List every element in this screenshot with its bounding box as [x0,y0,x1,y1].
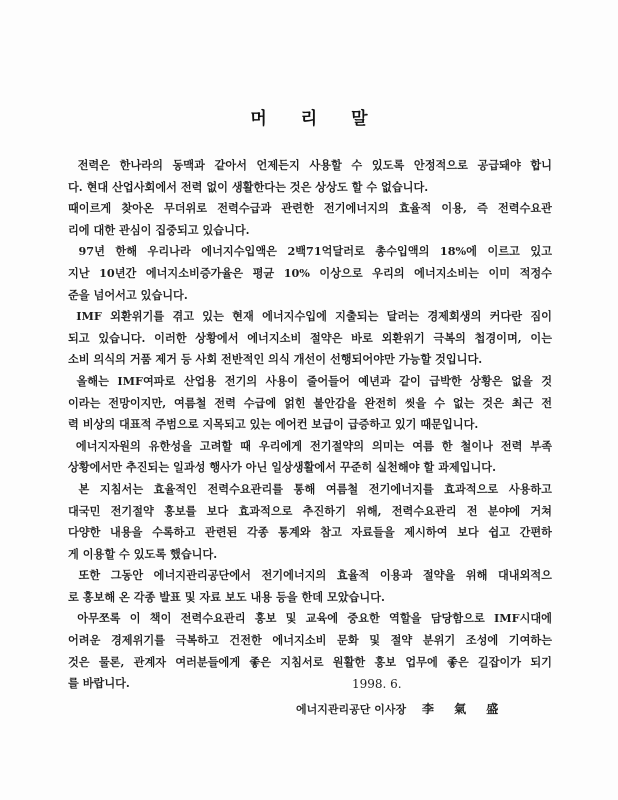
page-title [0,104,618,129]
text-line: 지난 10년간 에너지소비증가율은 평균 10% 이상으로 우리의 에너지소비는 이미 적정수 [68,265,552,280]
text-line: 리에 대한 관심이 집중되고 있습니다. [68,222,250,237]
preface-body [68,155,552,695]
text-line: 또한 그동안 에너지관리공단에서 전기에너지의 효율적 이용과 절약을 위해 대내외적으 [68,568,552,583]
text-line: 이라는 전망이지만, 여름철 전력 수급에 얽힌 불안감을 완전히 씻을 수 없는 것은 최근 전 [68,395,552,410]
text-line: 소비 의식의 거품 제거 등 사회 전반적인 의식 개선이 선행되어야만 가능할 것입니다. [68,352,483,367]
text-line: 올해는 IMF여파로 산업용 전기의 사용이 줄어들어 예년과 같이 급박한 상황은 없을 것 [68,373,552,388]
text-line: 97년 한해 우리나라 에너지수입액은 2백71억달러로 총수입액의 18%에 이르고 있고 [68,244,552,259]
text-line: 아무쪼록 이 책이 전력수요관리 홍보 및 교육에 중요한 역할을 담당함으로 IMF시대에 [68,611,552,626]
text-line: 때이르게 찾아온 무더위로 전력수급과 관련한 전기에너지의 효율적 이용, 즉 전력수요관 [68,201,552,216]
text-line: 력 비상의 대표적 주범으로 지목되고 있는 에어컨 보급이 급증하고 있기 때문입니다. [68,417,479,432]
text-line: 준을 넘어서고 있습니다. [68,287,188,302]
text-line: 전력은 한나라의 동맥과 같아서 언제든지 사용할 수 있도록 안정적으로 공급돼야 합니 [68,158,552,172]
text-line: 것은 물론, 관계자 여러분들에게 좋은 지침서로 원활한 홍보 업무에 좋은 길잡이가 되기 [68,654,552,669]
text-line: 로 홍보해 온 각종 발표 및 자료 보도 내용 등을 한데 모았습니다. [68,589,385,604]
text-line: 다양한 내용을 수록하고 관련된 각종 통계와 참고 자료들을 제시하여 보다 쉽고 간편하 [68,525,552,540]
signature-name: 李 氣 盛 [421,702,507,716]
title-char: 리 [300,109,318,129]
text-line: 어려운 경제위기를 극복하고 건전한 에너지소비 문화 및 절약 분위기 조성에 기여하는 [68,633,552,648]
signature-org-title: 에너지관리공단 이사장 [296,703,407,716]
text-line: 게 이용할 수 있도록 했습니다. [68,546,218,561]
text-line: 에너지자원의 유한성을 고려할 때 우리에게 전기절약의 의미는 여름 한 철이나 전력 부족 [68,438,552,453]
text-line: 대국민 전기절약 홍보를 보다 효과적으로 추진하기 위해, 전력수요관리 전 분야에 거쳐 [68,503,552,518]
signature [296,700,506,717]
text-line: 상황에서만 추진되는 일과성 행사가 아닌 일상생활에서 꾸준히 실천해야 할 과제입니다. [68,460,497,475]
text-line: 를 바랍니다. [68,676,130,691]
text-line: 다. 현대 산업사회에서 전력 없이 생활한다는 것은 상상도 할 수 없습니다. [68,179,429,194]
date: 1998. 6. [352,677,402,691]
text-line: 본 지침서는 효율적인 전력수요관리를 통해 여름철 전기에너지를 효과적으로 사용하고 [68,481,552,496]
text-line: IMF 외환위기를 겪고 있는 현재 에너지수입에 지출되는 달러는 경제회생의 커다란 짐이 [68,309,552,324]
text-line: 되고 있습니다. 이러한 상황에서 에너지소비 절약은 바로 외환위기 극복의 첩경이며, 이는 [68,330,552,345]
title-char: 말 [351,109,368,129]
title-char: 머 [250,109,267,129]
